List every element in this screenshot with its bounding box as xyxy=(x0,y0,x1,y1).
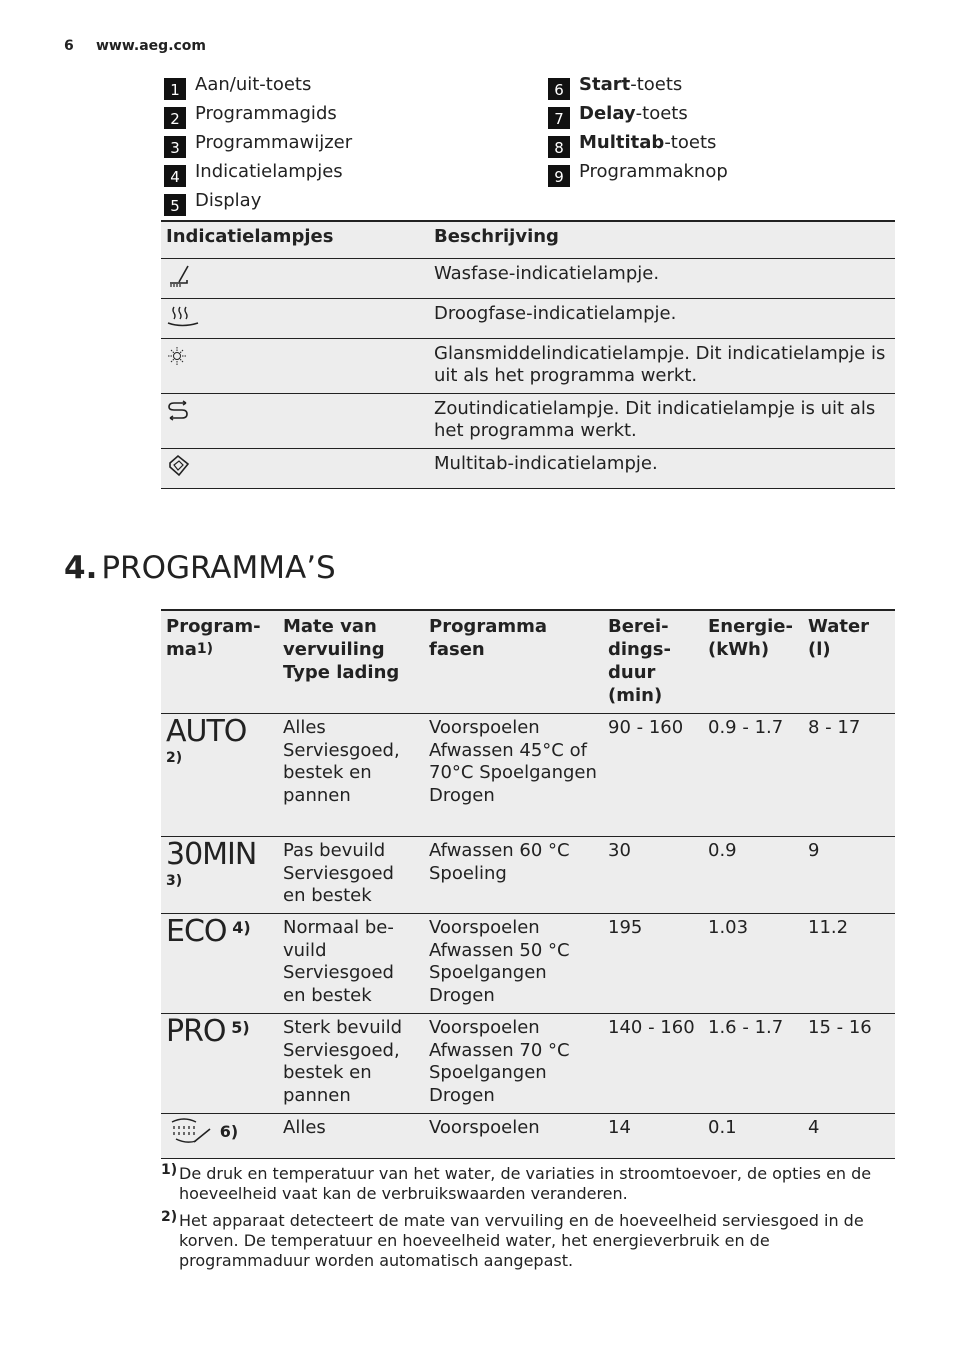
legend-item xyxy=(164,128,352,157)
legend-label: -toets xyxy=(630,74,683,95)
column-header: Beschrijving xyxy=(429,221,895,259)
table-row xyxy=(161,394,895,449)
footnote xyxy=(161,1211,895,1271)
table-row xyxy=(161,339,895,394)
energy-cell: 0.9 xyxy=(703,837,803,914)
footnote-text: De druk en temperatuur van het water, de variaties in stroomtoevoer, de opties en de hoeveelheid vaat kan de verbruikswaarden veranderen. xyxy=(179,1164,872,1203)
energy-cell: 1.03 xyxy=(703,914,803,1014)
legend-label: Programmawijzer xyxy=(195,132,353,153)
phases-cell: Afwassen 60 °C Spoeling xyxy=(424,837,603,914)
phases-cell: Voorspoelen Afwassen 70 °C Spoelgangen Drogen xyxy=(424,1014,603,1114)
program-cell xyxy=(161,1014,278,1114)
energy-cell: 0.1 xyxy=(703,1114,803,1159)
legend-item xyxy=(548,157,728,186)
legend-label: Programmaknop xyxy=(579,161,728,182)
legend-item xyxy=(164,99,352,128)
duration-cell: 30 xyxy=(603,837,703,914)
water-cell: 11.2 xyxy=(803,914,895,1014)
soil-cell: Alles Serviesgoed, bestek en pannen xyxy=(278,714,424,837)
legend-item xyxy=(548,128,728,157)
program-header-label: Program-ma xyxy=(166,616,261,660)
program-cell xyxy=(161,714,278,837)
wash-phase-icon xyxy=(166,263,192,289)
indicator-description: Multitab-indicatielampje. xyxy=(429,449,895,489)
footnote-ref: 2) xyxy=(166,750,183,766)
column-header-soil: Mate van vervuiling Type lading xyxy=(278,610,424,714)
table-row xyxy=(161,1114,895,1159)
legend-item xyxy=(164,70,352,99)
program-cell xyxy=(161,837,278,914)
column-header-program xyxy=(161,610,278,714)
water-cell: 8 - 17 xyxy=(803,714,895,837)
rinse-aid-icon xyxy=(166,343,192,369)
legend-item xyxy=(548,70,728,99)
legend-bold: Delay xyxy=(579,103,636,124)
legend-bold: Multitab xyxy=(579,132,665,153)
legend-number: 5 xyxy=(164,194,186,216)
table-row xyxy=(161,449,895,489)
table-row xyxy=(161,837,895,914)
footnote-key: 2) xyxy=(161,1209,178,1225)
duration-cell: 90 - 160 xyxy=(603,714,703,837)
soil-cell: Normaal be-vuild Serviesgoed en bestek xyxy=(278,914,424,1014)
program-cell xyxy=(161,1114,278,1159)
legend-number: 6 xyxy=(548,78,570,100)
phases-cell: Voorspoelen Afwassen 50 °C Spoelgangen Drogen xyxy=(424,914,603,1014)
section-number: 4. xyxy=(64,550,98,586)
footnote-ref: 5) xyxy=(231,1018,250,1037)
footnotes xyxy=(161,1164,895,1278)
phases-cell: Voorspoelen xyxy=(424,1114,603,1159)
section-title xyxy=(64,550,336,586)
footnote-key: 1) xyxy=(161,1162,178,1178)
legend-number: 3 xyxy=(164,136,186,158)
soil-cell: Sterk bevuild Serviesgoed, bestek en pannen xyxy=(278,1014,424,1114)
water-cell: 9 xyxy=(803,837,895,914)
program-name: PRO xyxy=(166,1014,226,1049)
table-row xyxy=(161,1014,895,1114)
duration-cell: 195 xyxy=(603,914,703,1014)
table-row xyxy=(161,299,895,339)
table-row xyxy=(161,259,895,299)
legend-label: -toets xyxy=(635,103,688,124)
legend-label: Aan/uit-toets xyxy=(195,74,312,95)
indicator-description: Wasfase-indicatielampje. xyxy=(429,259,895,299)
energy-cell: 1.6 - 1.7 xyxy=(703,1014,803,1114)
footnote-ref: 1) xyxy=(196,641,214,657)
duration-cell: 14 xyxy=(603,1114,703,1159)
salt-icon xyxy=(166,398,192,424)
legend-number: 2 xyxy=(164,107,186,129)
water-cell: 15 - 16 xyxy=(803,1014,895,1114)
programs-table xyxy=(161,609,895,1159)
indicator-table xyxy=(161,220,895,489)
page-number: 6 xyxy=(64,38,74,54)
energy-cell: 0.9 - 1.7 xyxy=(703,714,803,837)
water-cell: 4 xyxy=(803,1114,895,1159)
column-header-duration: Berei-dings-duur (min) xyxy=(603,610,703,714)
footnote-text: Het apparaat detecteert de mate van vervuiling en de hoeveelheid serviesgoed in de korven. De temperatuur en hoeveelheid water, het energieverbruik en de programmaduur worden automatisch aangepast. xyxy=(179,1211,864,1270)
dry-phase-icon xyxy=(166,303,200,329)
legend-item xyxy=(164,186,352,215)
indicator-description: Zoutindicatielampje. Dit indicatielampje is uit als het programma werkt. xyxy=(429,394,895,449)
legend-number: 8 xyxy=(548,136,570,158)
legend-label: Indicatielampjes xyxy=(195,161,343,182)
soil-cell: Alles xyxy=(278,1114,424,1159)
soil-cell: Pas bevuild Serviesgoed en bestek xyxy=(278,837,424,914)
prewash-shower-icon xyxy=(166,1117,214,1147)
program-name: AUTO xyxy=(166,714,247,749)
phases-cell: Voorspoelen Afwassen 45°C of 70°C Spoelgangen Drogen xyxy=(424,714,603,837)
legend-label: -toets xyxy=(664,132,717,153)
legend-number: 9 xyxy=(548,165,570,187)
program-cell xyxy=(161,914,278,1014)
legend-number: 7 xyxy=(548,107,570,129)
table-header-row xyxy=(161,221,895,259)
legend-number: 4 xyxy=(164,165,186,187)
table-row xyxy=(161,914,895,1014)
table-header-row xyxy=(161,610,895,714)
legend-label: Programmagids xyxy=(195,103,337,124)
footnote xyxy=(161,1164,895,1204)
legend-number: 1 xyxy=(164,78,186,100)
column-header-phases: Programma fasen xyxy=(424,610,603,714)
footnote-ref: 4) xyxy=(232,918,251,937)
footnote-ref: 3) xyxy=(166,873,183,889)
legend-label: Display xyxy=(195,190,262,211)
section-heading: PROGRAMMA’S xyxy=(101,550,336,586)
indicator-description: Droogfase-indicatielampje. xyxy=(429,299,895,339)
column-header-energy: Energie-(kWh) xyxy=(703,610,803,714)
column-header: Indicatielampjes xyxy=(161,221,429,259)
table-row xyxy=(161,714,895,837)
site-url: www.aeg.com xyxy=(96,38,207,54)
legend-right xyxy=(548,70,728,186)
multitab-icon xyxy=(166,453,192,479)
legend-bold: Start xyxy=(579,74,631,95)
page-header xyxy=(64,38,206,54)
footnote-ref: 6) xyxy=(219,1121,239,1141)
program-name: 30MIN xyxy=(166,837,257,872)
program-name: ECO xyxy=(166,914,227,949)
legend-item xyxy=(548,99,728,128)
legend-left xyxy=(164,70,352,215)
column-header-water: Water (l) xyxy=(803,610,895,714)
indicator-description: Glansmiddelindicatielampje. Dit indicatielampje is uit als het programma werkt. xyxy=(429,339,895,394)
duration-cell: 140 - 160 xyxy=(603,1014,703,1114)
legend-item xyxy=(164,157,352,186)
